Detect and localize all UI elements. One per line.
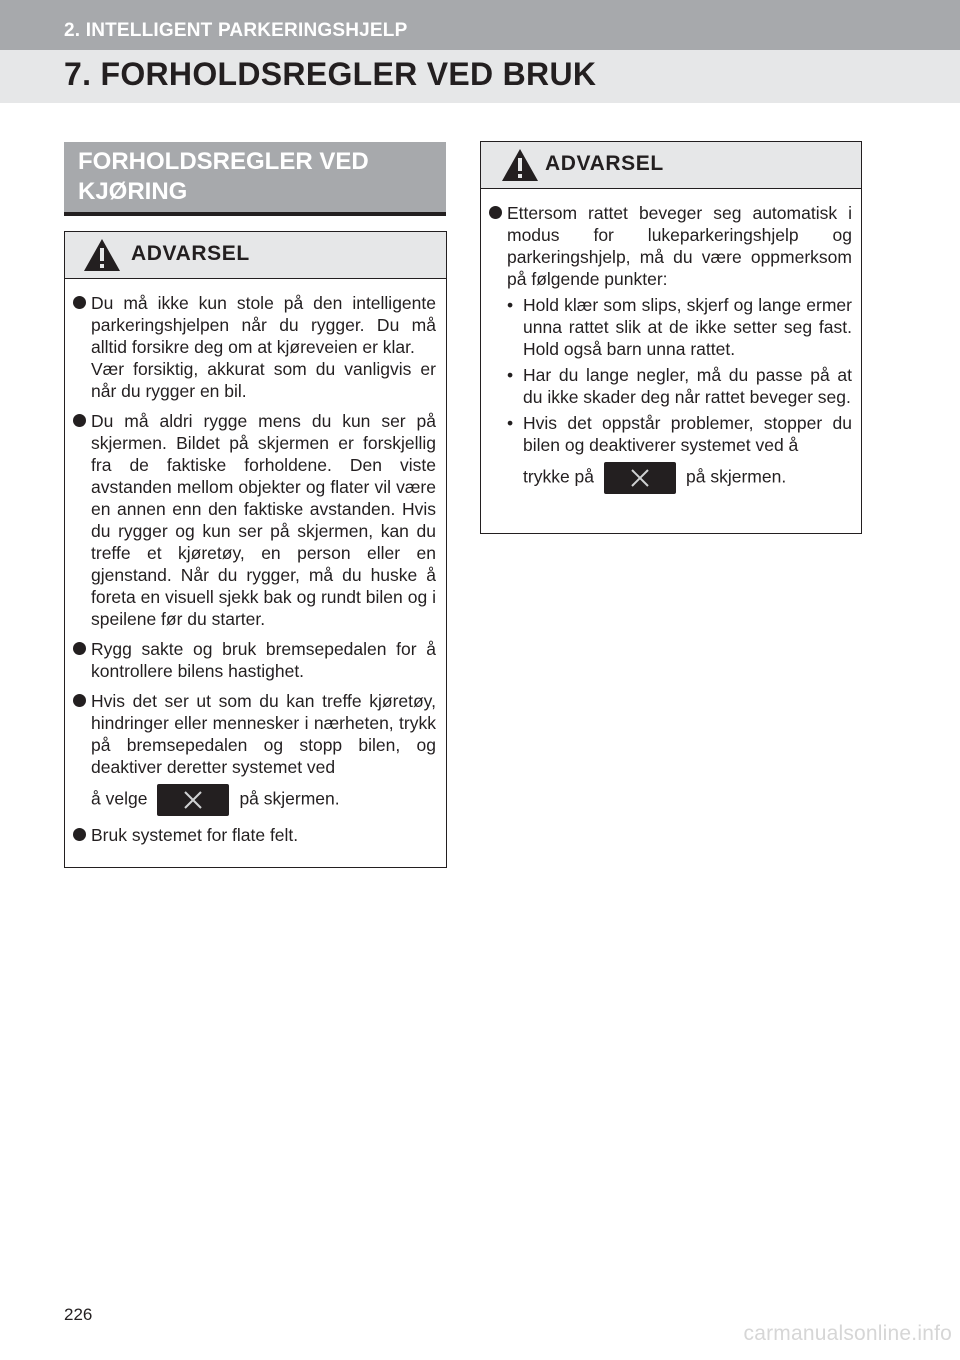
warning-triangle-icon — [83, 238, 121, 272]
subsection-heading-text: FORHOLDSREGLER VED KJØRING — [78, 148, 369, 205]
item-text: Bruk systemet for flate felt. — [91, 825, 299, 845]
warning-label: ADVARSEL — [131, 242, 250, 265]
bullet-icon — [73, 296, 86, 309]
sub-bullet: • — [507, 413, 514, 433]
list-item — [73, 410, 436, 630]
close-x-icon — [182, 791, 204, 809]
warning-label: ADVARSEL — [545, 152, 664, 175]
bullet-icon — [489, 206, 502, 219]
right-warning-box — [480, 141, 862, 534]
sub-item-text: på skjermen. — [686, 466, 787, 487]
list-item — [73, 638, 436, 682]
item-text: Vær forsiktig, akkurat som du vanligvis er når du rygger en bil. — [91, 359, 436, 401]
item-text: å velge — [91, 788, 148, 809]
item-text: på skjermen. — [239, 788, 340, 809]
sub-item-text: Har du lange negler, må du passe på at du ikke skader deg når rattet beveger seg. — [523, 365, 852, 407]
bullet-icon — [73, 828, 86, 841]
bullet-icon — [73, 414, 86, 427]
chapter-title: 7. FORHOLDSREGLER VED BRUK — [64, 56, 597, 92]
sub-list-item — [507, 364, 852, 408]
item-text: Du må ikke kun stole på den intelligente parkeringshjelpen når du rygger. Du må alltid forsikre deg om at kjøreveien er klar. — [91, 293, 436, 357]
bullet-icon — [73, 694, 86, 707]
sub-list-item — [507, 294, 852, 360]
list-item — [73, 690, 436, 816]
close-button-image — [604, 462, 676, 494]
left-warning-box — [64, 231, 447, 868]
warning-triangle-icon — [501, 148, 539, 182]
item-text: Du må aldri rygge mens du kun ser på skjermen. Bildet på skjermen er forskjellig fra de faktiske forholdene. Den viste avstanden mellom objekter og flater vil være en annen enn den faktiske avstanden. Hvis du rygger og kun ser på skjermen, kan du treffe et kjøretøy, en person eller en gjenstand. Når du rygger, må du huske å foreta en visuell sjekk bak og rundt bilen og i speilene før du starter. — [91, 411, 436, 629]
sub-item-text: Hold klær som slips, skjerf og lange ermer unna rattet slik at de ikke setter seg fast. Hold også barn unna rattet. — [523, 295, 852, 359]
sub-bullet: • — [507, 295, 514, 315]
section-header-bar — [0, 0, 960, 50]
sub-bullet: • — [507, 365, 514, 385]
warning-header — [481, 142, 861, 189]
close-button-image — [157, 784, 229, 816]
list-item — [73, 824, 436, 846]
warning-body — [489, 202, 852, 502]
list-item — [73, 292, 436, 402]
warning-body — [73, 292, 436, 854]
warning-header — [65, 232, 446, 279]
page-number: 226 — [64, 1305, 93, 1324]
sub-list-item — [507, 412, 852, 494]
subsection-heading — [64, 142, 446, 216]
sub-item-text: trykke på — [523, 466, 594, 487]
item-text: Hvis det ser ut som du kan treffe kjøretøy, hindringer eller mennesker i nærheten, trykk på bremsepedalen og stopp bilen, og deaktiver deretter systemet ved — [91, 691, 436, 777]
item-text: Ettersom rattet beveger seg automatisk i modus for lukeparkeringshjelp og parkeringshjelp, må du være oppmerksom på følgende punkter: — [507, 203, 852, 289]
watermark: carmanualsonline.info — [743, 1322, 952, 1345]
chapter-header — [0, 50, 960, 103]
item-text: Rygg sakte og bruk bremsepedalen for å kontrollere bilens hastighet. — [91, 639, 436, 681]
close-x-icon — [629, 469, 651, 487]
list-item — [489, 202, 852, 494]
section-title: 2. INTELLIGENT PARKERINGSHJELP — [64, 20, 408, 41]
sub-item-text: Hvis det oppstår problemer, stopper du bilen og deaktiverer systemet ved å — [523, 413, 852, 455]
bullet-icon — [73, 642, 86, 655]
